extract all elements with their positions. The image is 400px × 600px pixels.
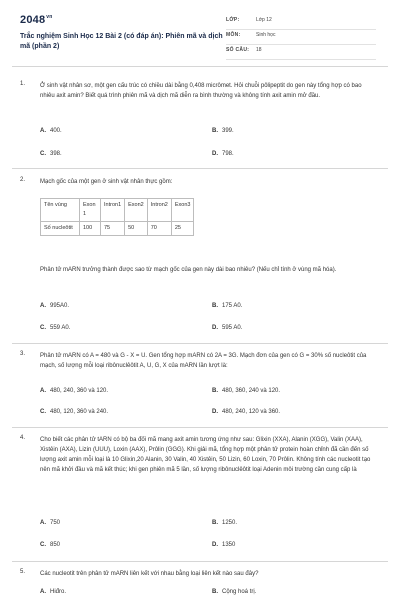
question-text: Mạch gốc của một gen ở sinh vật nhân thực gồm: <box>40 179 173 185</box>
option-b[interactable]: B. 1250. <box>212 520 238 526</box>
table-cell: Exon 1 <box>80 199 101 222</box>
nucleotide-table <box>40 198 194 236</box>
table-cell: 25 <box>171 222 194 236</box>
header-divider <box>12 66 388 67</box>
meta-key: SỐ CÂU: <box>226 47 250 53</box>
table-row <box>41 222 194 236</box>
question-divider <box>12 168 388 169</box>
table-row <box>41 199 194 222</box>
question-number: 2. <box>20 177 26 183</box>
meta-row-class <box>226 14 376 30</box>
table-cell: Số nucleôtit <box>41 222 80 236</box>
question-number: 1. <box>20 81 26 87</box>
question-text: Cho biết các phân tử tARN có bộ ba đối mã mang axit amin tương ứng như sau: Glixin (XXA), Alanin (XGG), Valin (XAA), Xistêin (AXA), Lizin (UUU), Loxin (AAX), Prôlin (GGG). Khi giải mã, tổng hợp một phân tử protein hoàn chỉnh đã cần đến số lượng axit amin mỗi loại là 10 Glixin,20 Alanin, 30 Valin, 40 Xistêin, 50 Lizin, 60 Loxin, 70 Prôlin. Không tính các nucleotit tạo nên mã khởi đầu và mã kết thúc; khi gen phiên mã 5 lần, số lượng ribônuclêôtit loại Adenin môi trường cần cung cấp là <box>40 437 371 473</box>
option-d[interactable]: D. 1350 <box>212 542 236 548</box>
question-number: 3. <box>20 351 26 357</box>
table-cell: 70 <box>147 222 171 236</box>
question-number: 4. <box>20 435 26 441</box>
table-cell: 100 <box>80 222 101 236</box>
meta-value: Sinh học <box>256 32 276 38</box>
option-a[interactable]: A. Hiđro. <box>40 589 67 595</box>
table-cell: Exon3 <box>171 199 194 222</box>
question-divider <box>12 427 388 428</box>
option-b[interactable]: B. 175 A0. <box>212 303 243 309</box>
table-cell: 75 <box>101 222 125 236</box>
table-cell: Tên vùng <box>41 199 80 222</box>
site-logo[interactable]: $2048^{vn}$ <box>20 14 53 26</box>
option-a[interactable]: A. 480, 240, 360 và 120. <box>40 388 109 394</box>
meta-row-subject <box>226 29 376 45</box>
page-title: Trắc nghiệm Sinh Học 12 Bài 2 (có đáp án): Phiên mã và dịch mã (phần 2) <box>20 33 223 50</box>
option-c[interactable]: C. 559 A0. <box>40 325 71 331</box>
question-divider <box>12 561 388 562</box>
option-c[interactable]: C. 850 <box>40 542 61 548</box>
option-d[interactable]: D. 480, 240, 120 và 360. <box>212 409 281 415</box>
option-a[interactable]: A. 995A0. <box>40 303 70 309</box>
question-text: Các nucleotit trên phân tử mARN liên kết với nhau bằng loại liên kết nào sau đây? <box>40 571 259 577</box>
table-cell: 50 <box>125 222 148 236</box>
option-a[interactable]: A. 750 <box>40 520 61 526</box>
option-b[interactable]: B. 480, 360, 240 và 120. <box>212 388 281 394</box>
question-text: Phân tử mARN có A = 480 và G - X = U. Gen tổng hợp mARN có 2A = 3G. Mạch đơn của gen có G = 30% số nucleôtit của mạch, số lượng mỗi loại ribônuclêôtit A, U, G, X của mARN lần lượt là: <box>40 353 367 369</box>
option-c[interactable]: C. 480, 120, 360 và 240. <box>40 409 109 415</box>
meta-key: LỚP: <box>226 17 240 23</box>
question-number: 5. <box>20 569 26 575</box>
meta-value: Lớp 12 <box>256 17 272 23</box>
question-text: Ở sinh vật nhân sơ, một gen cấu trúc có chiều dài bằng 0,408 micrômet. Hỏi chuỗi pôlipeptit do gen này tổng hợp có bao nhiêu axit amin? Biết quá trình phiên mã và dịch mã diễn ra bình thường và không tính axit amin mở đầu. <box>40 83 362 99</box>
meta-row-question-count <box>226 44 376 60</box>
option-d[interactable]: D. 595 A0. <box>212 325 243 331</box>
option-b[interactable]: B. 399. <box>212 128 234 134</box>
option-a[interactable]: A. 400. <box>40 128 62 134</box>
table-cell: Exon2 <box>125 199 148 222</box>
question-divider <box>12 343 388 344</box>
meta-value: 18 <box>256 47 262 53</box>
table-cell: Intron2 <box>147 199 171 222</box>
meta-key: MÔN: <box>226 32 241 38</box>
option-b[interactable]: B. Cộng hoá trị. <box>212 589 257 595</box>
option-d[interactable]: D. 798. <box>212 151 234 157</box>
table-cell: Intron1 <box>101 199 125 222</box>
question-text: Phân tử mARN trưởng thành được sao từ mạch gốc của gen này dài bao nhiêu? (Nếu chỉ tính ở vùng mã hóa). <box>40 267 337 273</box>
option-c[interactable]: C. 398. <box>40 151 62 157</box>
